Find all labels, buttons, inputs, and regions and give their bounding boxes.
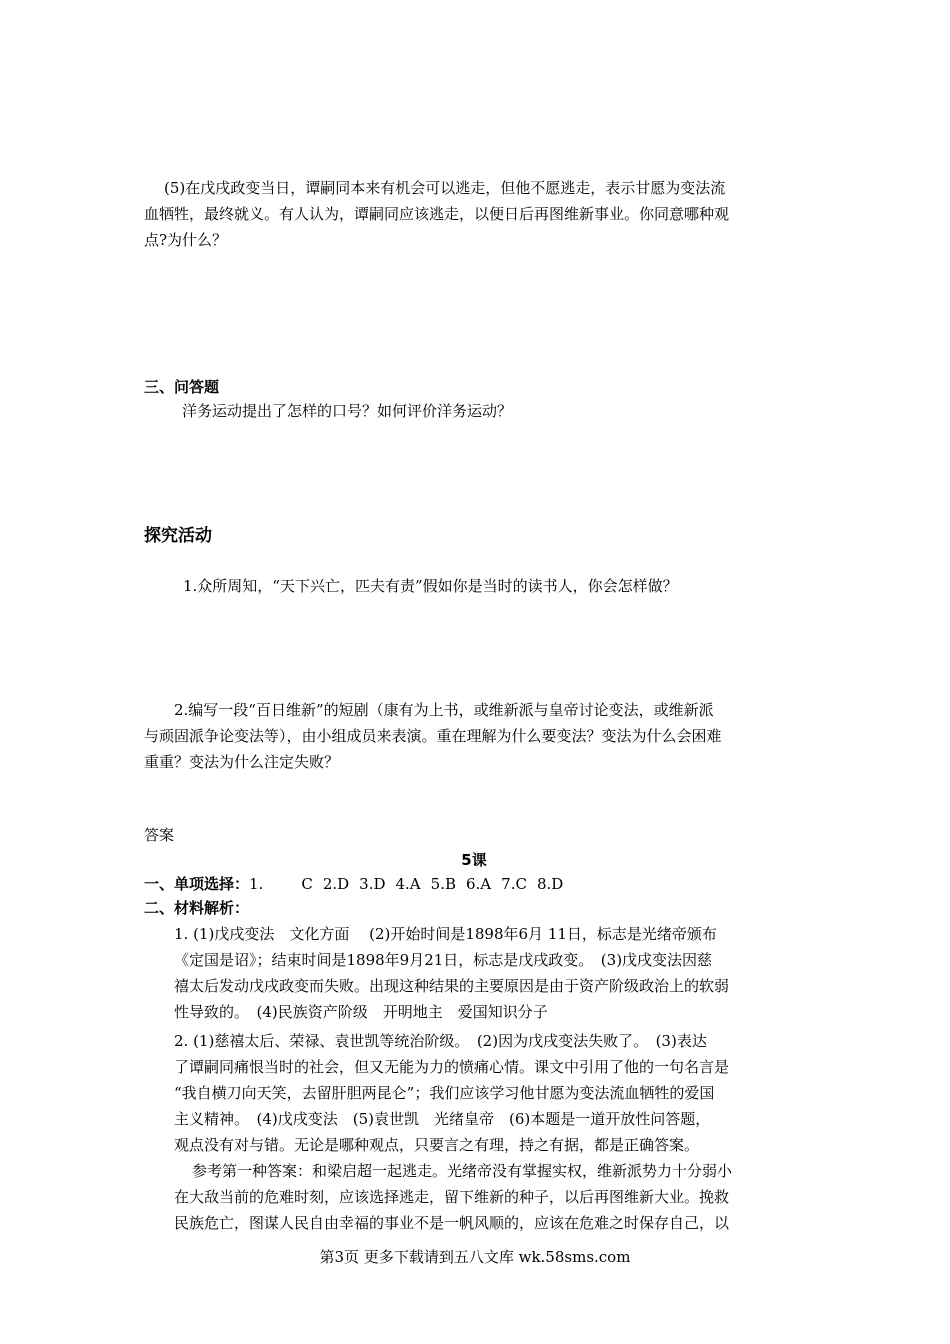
answer-2-line-5: 观点没有对与错。无论是哪种观点，只要言之有理，持之有据，都是正确答案。 xyxy=(174,1136,700,1154)
mc-item: 5.B xyxy=(430,875,456,893)
answer-2-line-1: 2. (1)慈禧太后、荣禄、袁世凯等统治阶级。 (2)因为戊戌变法失败了。 (3)表达 xyxy=(174,1032,707,1050)
reference-line-3: 民族危亡，图谋人民自由幸福的事业不是一帆风顺的，应该在危难之时保存自己，以 xyxy=(174,1214,730,1232)
mc-item: 6.A xyxy=(466,875,492,893)
lesson-title: 5课 xyxy=(461,851,487,869)
mc-answers xyxy=(144,871,563,897)
explore-item-2-line-1: 2.编写一段“百日维新”的短剧（康有为上书，或维新派与皇帝讨论变法，或维新派 xyxy=(174,701,714,719)
page-footer: 第3页 更多下载请到五八文库 wk.58sms.com xyxy=(319,1248,631,1266)
answer-2-line-2: 了谭嗣同痛恨当时的社会，但又无能为力的愤痛心情。课文中引用了他的一句名言是 xyxy=(174,1058,730,1076)
explore-heading: 探究活动 xyxy=(144,526,212,546)
explore-item-2-line-2: 与顽固派争论变法等），由小组成员来表演。重在理解为什么要变法？变法为什么会困难 xyxy=(144,727,722,745)
answers-label: 答案 xyxy=(144,826,175,844)
mc-item: 2.D xyxy=(322,875,350,893)
mc-item: C xyxy=(301,875,313,893)
q5-line-2: 血牺牲，最终就义。有人认为，谭嗣同应该逃走，以便日后再图维新事业。你同意哪种观 xyxy=(144,205,730,223)
mc-item: 4.A xyxy=(395,875,421,893)
mc-heading: 一、单项选择： xyxy=(144,875,250,893)
analysis-heading: 二、材料解析： xyxy=(144,899,250,917)
mc-item: 1. xyxy=(249,875,264,893)
answer-2-line-4: 主义精神。 (4)戊戌变法 (5)袁世凯 光绪皇帝 (6)本题是一道开放性问答题， xyxy=(174,1110,711,1128)
reference-line-1: 参考第一种答案：和梁启超一起逃走。光绪帝没有掌握实权，维新派势力十分弱小 xyxy=(192,1162,733,1180)
mc-item: 3.D xyxy=(359,875,386,893)
answer-1-line-3: 禧太后发动戊戌政变而失败。出现这种结果的主要原因是由于资产阶级政治上的软弱 xyxy=(174,977,730,995)
answer-1-line-1: 1. (1)戊戌变法 文化方面 (2)开始时间是1898年6月 11日，标志是光绪帝颁布 xyxy=(174,925,717,943)
reference-line-2: 在大敌当前的危难时刻，应该选择逃走，留下维新的种子，以后再图维新大业。挽救 xyxy=(174,1188,730,1206)
answer-2-line-3: “我自横刀向天笑，去留肝胆两昆仑”；我们应该学习他甘愿为变法流血牺牲的爱国 xyxy=(174,1084,715,1102)
explore-item-2-line-3: 重重？变法为什么注定失败？ xyxy=(144,753,340,771)
mc-item: 7.C xyxy=(501,875,527,893)
explore-item-1: 1.众所周知，“天下兴亡，匹夫有责”假如你是当时的读书人，你会怎样做？ xyxy=(183,577,678,595)
q5-line-3: 点?为什么？ xyxy=(144,231,228,249)
answer-1-line-2: 《定国是诏》；结束时间是1898年9月21日，标志是戊戌政变。 (3)戊戌变法因慈 xyxy=(174,951,713,969)
section-3-question: 洋务运动提出了怎样的口号？如何评价洋务运动？ xyxy=(182,402,513,420)
section-3-heading: 三、问答题 xyxy=(144,378,220,396)
q5-line-1: (5)在戊戌政变当日，谭嗣同本来有机会可以逃走，但他不愿逃走，表示甘愿为变法流 xyxy=(164,179,726,197)
answer-1-line-4: 性导致的。 (4)民族资产阶级 开明地主 爱国知识分子 xyxy=(174,1003,548,1021)
mc-item: 8.D xyxy=(536,875,564,893)
